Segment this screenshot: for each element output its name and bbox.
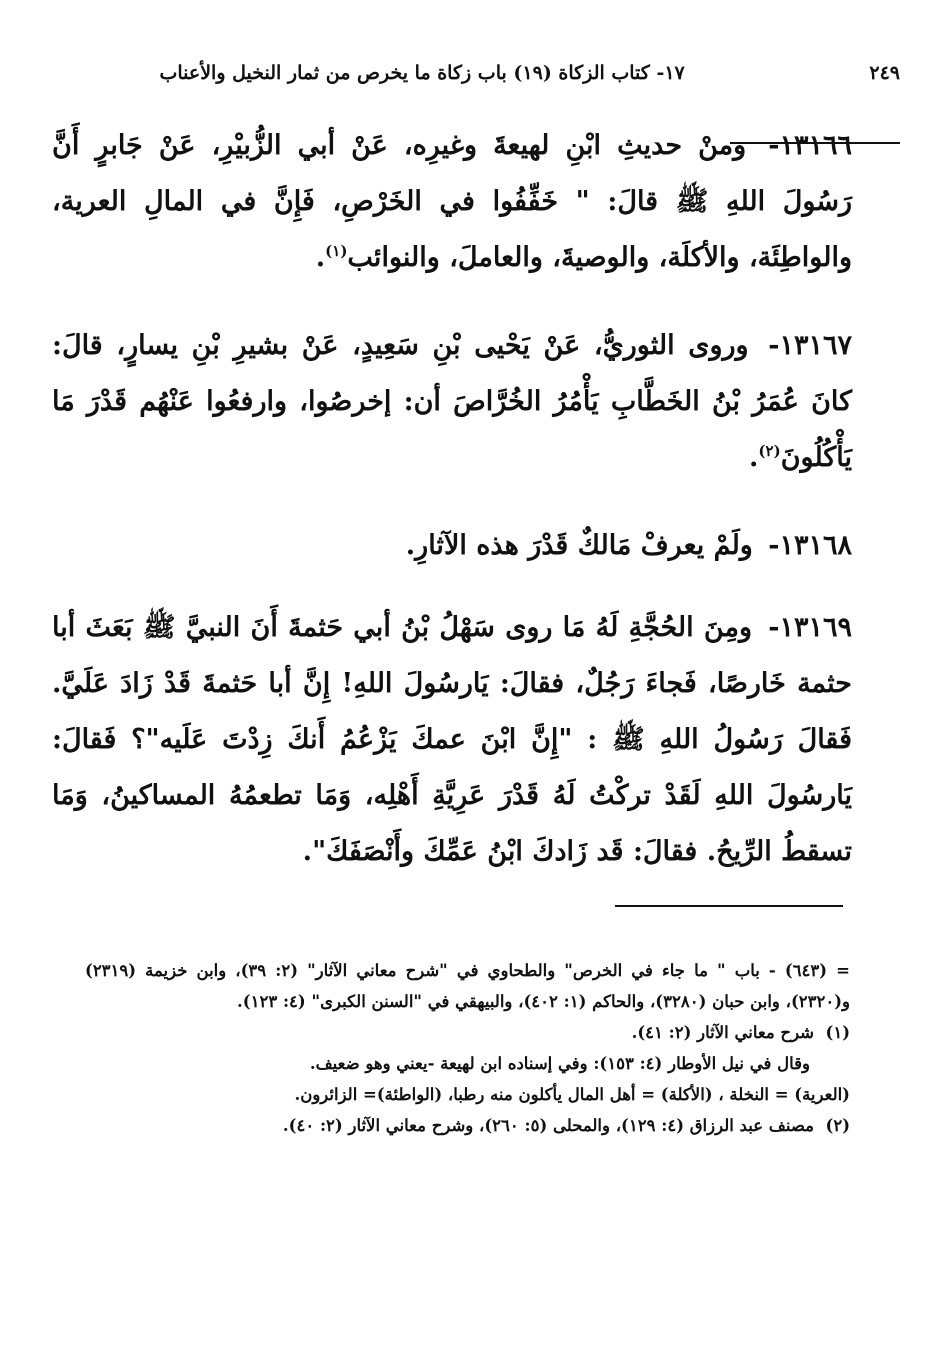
- footnotes: [85, 955, 850, 1141]
- footnote-label: (٢): [825, 1116, 850, 1135]
- footnote-label: (١): [825, 1023, 850, 1042]
- footnote-text: شرح معاني الآثار (٢: ٤١).: [631, 1023, 814, 1042]
- footnote-text: مصنف عبد الرزاق (٤: ١٢٩)، والمحلى (٥: ٢٦٠)، وشرح معاني الآثار (٢: ٤٠).: [282, 1116, 814, 1135]
- paragraph-number: ١٣١٦٨-: [768, 530, 852, 561]
- footnote-2: [85, 1110, 850, 1141]
- paragraph-13167: [52, 318, 852, 486]
- footnote-ref: (١): [325, 242, 348, 260]
- running-header: [40, 62, 900, 84]
- footnote-divider: [615, 905, 843, 907]
- footnote-continuation: [85, 955, 850, 1017]
- header-page-number: ٢٤٩: [869, 62, 900, 84]
- paragraph-number: ١٣١٦٩-: [768, 612, 852, 643]
- footnote-text: وقال في نيل الأوطار (٤: ١٥٣): وفي إسناده ابن لهيعة -يعني وهو ضعيف.: [309, 1054, 810, 1073]
- footnote-1-glossary: [85, 1079, 850, 1110]
- paragraph-13168: [52, 518, 852, 574]
- paragraph-text: ولَمْ يعرفْ مَالكٌ قَدْرَ هذه الآثارِ.: [405, 530, 753, 561]
- paragraph-number: ١٣١٦٧-: [768, 330, 852, 361]
- paragraph-13166: [52, 118, 852, 286]
- paragraph-text: وروى الثوريُّ، عَنْ يَحْيى بْنِ سَعِيدٍ، عَنْ بشيرِ بْنِ يسارٍ، قالَ: كانَ عُمَرُ بْنُ الخَطَّابِ يَأْمُرُ الخُرَّاصَ أن: إخرصُوا، وارفعُوا عَنْهُم قَدْرَ مَا يَأْكُلُونَ: [52, 330, 852, 473]
- paragraph-text: ومنْ حديثِ ابْنِ لهيعةَ وغيرِه، عَنْ أبي الزُّبيْرِ، عَنْ جَابرٍ أَنَّ رَسُولَ اللهِ ﷺ قالَ: " خَفِّفُوا في الخَرْصِ، فَإِنَّ في المالِ العرية، والواطِئَة، والأكلَة، والوصيةَ، والعاملَ، والنوائب: [52, 130, 852, 273]
- main-text: [52, 118, 852, 912]
- footnote-1: [85, 1017, 850, 1048]
- footnote-1-comment: [85, 1048, 850, 1079]
- paragraph-13169: [52, 600, 852, 880]
- paragraph-end: .: [315, 242, 326, 273]
- paragraph-number: ١٣١٦٦-: [768, 130, 852, 161]
- header-title: ١٧- كتاب الزكاة (١٩) باب زكاة ما يخرص من ثمار النخيل والأعناب: [159, 62, 685, 84]
- paragraph-text: ومِنَ الحُجَّةِ لَهُ مَا روى سَهْلُ بْنُ أبي حَثمةَ أَنَ النبيَّ ﷺ بَعَثَ أبا حثمة خَارصًا، فَجاءَ رَجُلٌ، فقالَ: يَارسُولَ اللهِ! إِنَّ أبا حَثمةَ قَدْ زَادَ عَلَيَّ. فَقالَ رَسُولُ اللهِ ﷺ : "إِنَّ ابْنَ عمكَ يَزْعُمُ أَنكَ زِدْتَ عَلَيه"؟ فَقالَ: يَارسُولَ اللهِ لَقَدْ تركْتُ لَهُ قَدْرَ عَرِيَّةِ أَهْلِه، وَمَا تطعمُهُ المساكينُ، وَمَا تسقطُ الرِّيحُ. فقالَ: قَد زَادكَ ابْنُ عَمِّكَ وأَنْصَفَكَ".: [52, 612, 852, 867]
- paragraph-end: .: [749, 442, 759, 473]
- footnote-ref: (٢): [758, 442, 781, 460]
- footnote-text: = (٦٤٣) - باب " ما جاء في الخرص" والطحاوي في "شرح معاني الآثار" (٢: ٣٩)، وابن خزيمة (٢٣١٩) و(٢٣٢٠)، وابن حبان (٣٢٨٠)، والحاكم (١: ٤٠٢)، والبيهقي في "السنن الكبرى" (٤: ١٢٣).: [85, 961, 850, 1011]
- footnote-text: (العرية) = النخلة ، (الأكلة) = أهل المال يأكلون منه رطبا، (الواطئة)= الزائرون.: [294, 1085, 850, 1104]
